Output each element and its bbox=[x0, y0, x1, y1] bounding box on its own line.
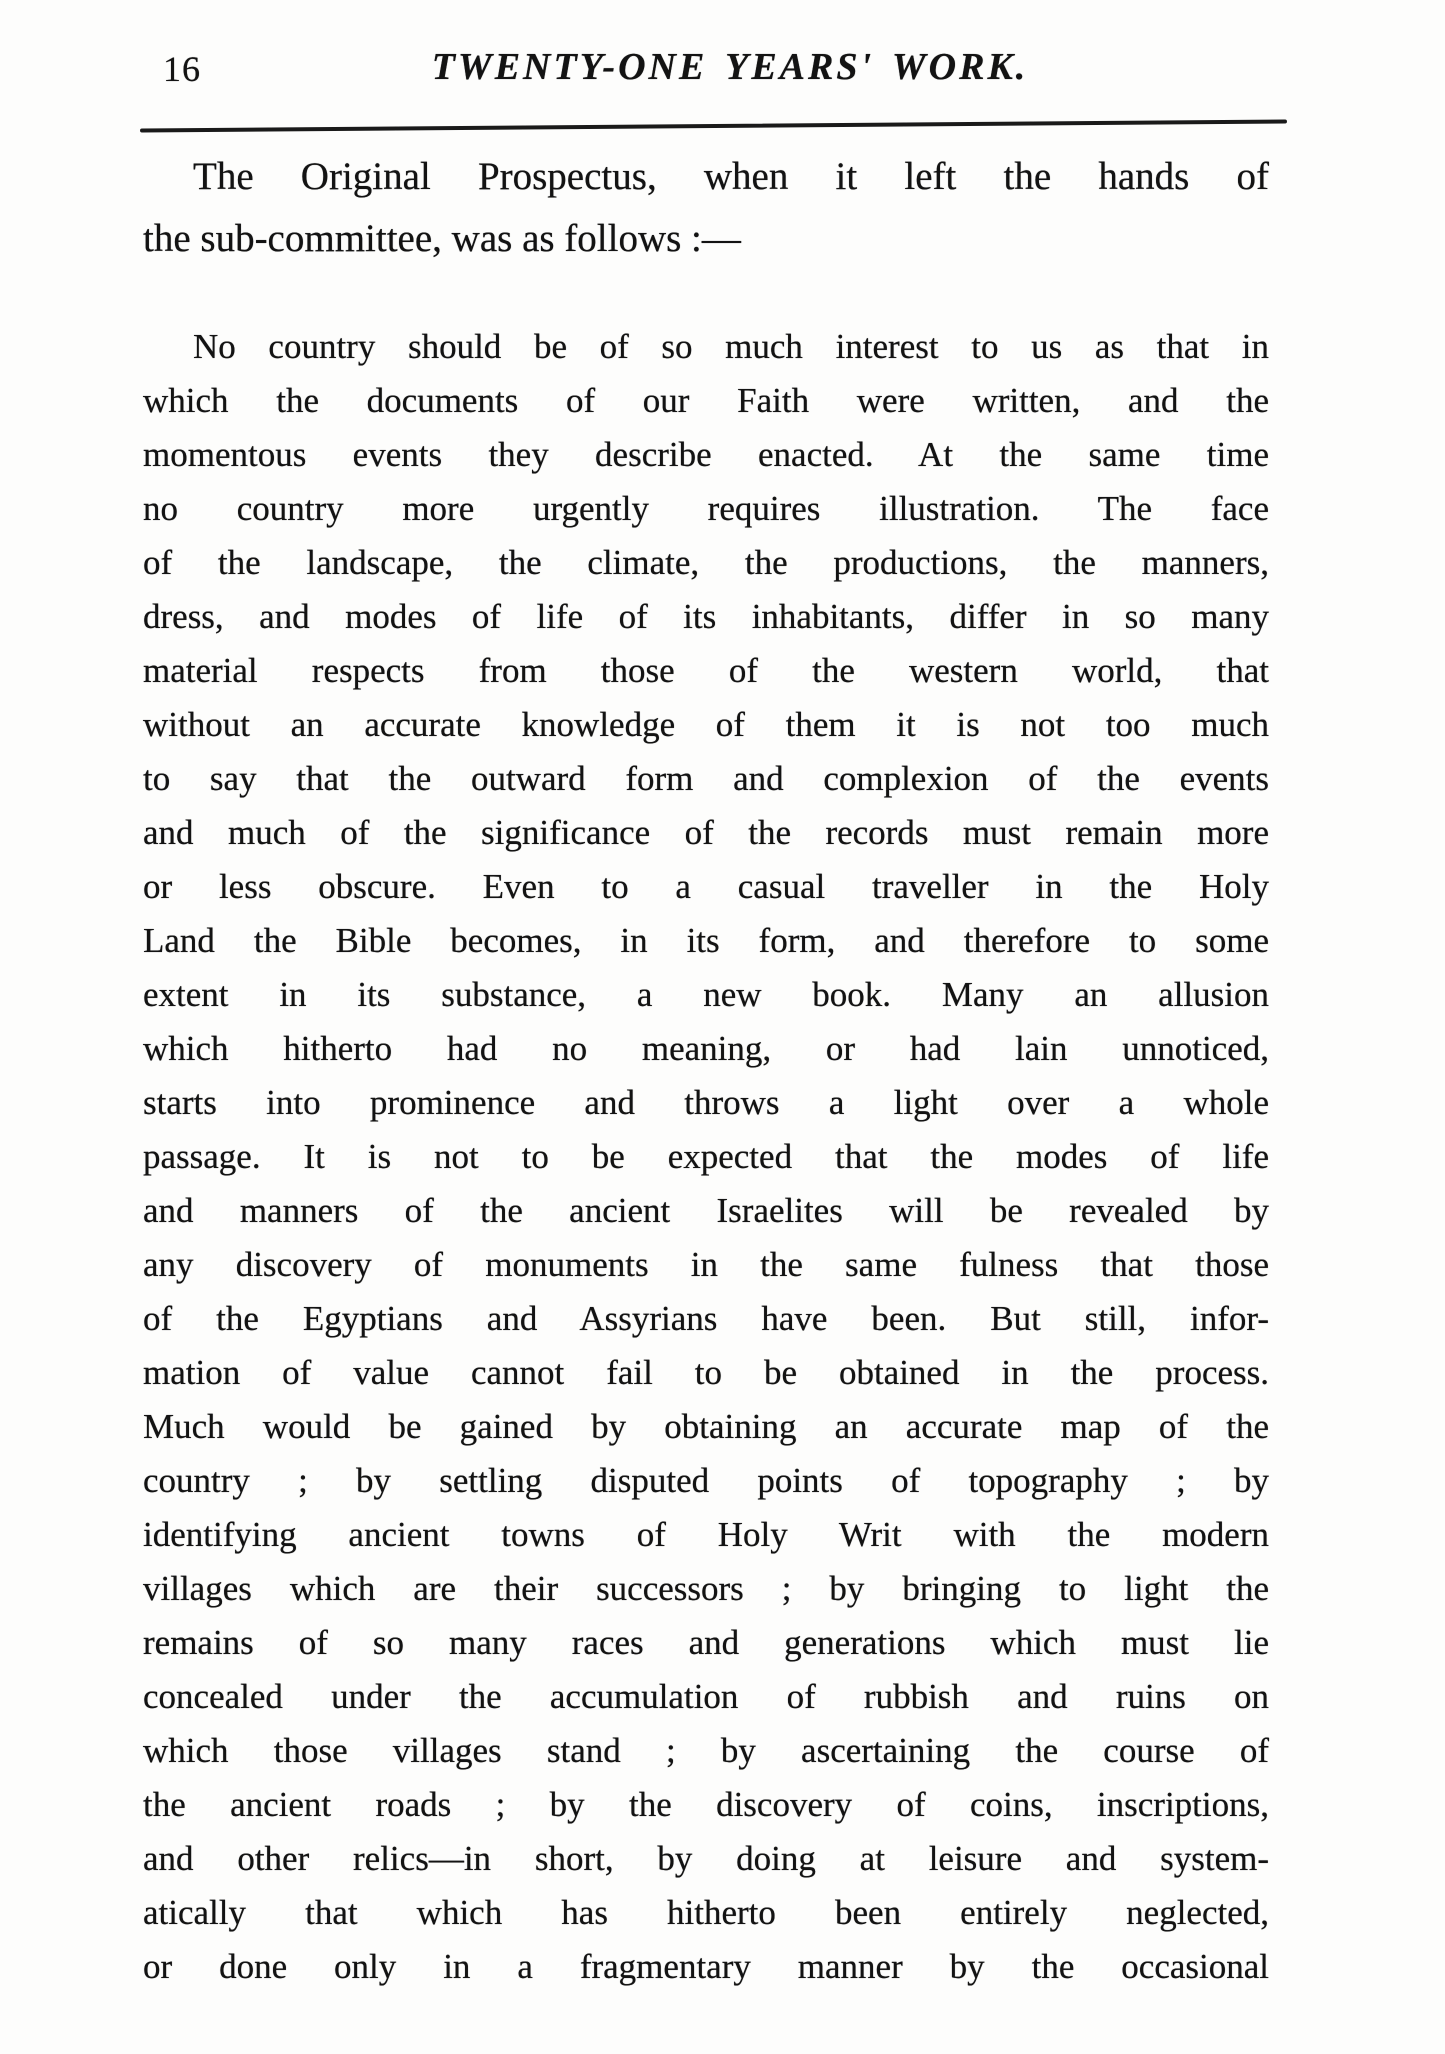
header-rule bbox=[140, 119, 1287, 132]
quote-line: No country should be of so much interest to us as that in bbox=[193, 327, 1269, 366]
quote-line: momentous events they describe enacted. At the same time bbox=[143, 435, 1269, 474]
quote-paragraph bbox=[143, 320, 1269, 1994]
quote-line: and manners of the ancient Israelites will be revealed by bbox=[143, 1191, 1269, 1230]
quote-line: passage. It is not to be expected that the modes of life bbox=[143, 1137, 1269, 1176]
quote-line: no country more urgently requires illustration. The face bbox=[143, 489, 1269, 528]
quote-line: starts into prominence and throws a light over a whole bbox=[143, 1083, 1269, 1122]
quote-line: and other relics—in short, by doing at leisure and system- bbox=[143, 1839, 1269, 1878]
quote-line: without an accurate knowledge of them it is not too much bbox=[143, 705, 1269, 744]
intro-paragraph bbox=[143, 146, 1269, 270]
quote-line: country ; by settling disputed points of topography ; by bbox=[143, 1461, 1269, 1500]
quote-line: and much of the significance of the records must remain more bbox=[143, 813, 1269, 852]
quote-line: identifying ancient towns of Holy Writ with the modern bbox=[143, 1515, 1269, 1554]
quote-line: remains of so many races and generations which must lie bbox=[143, 1623, 1269, 1662]
running-title: TWENTY-ONE YEARS' WORK. bbox=[431, 46, 1029, 88]
quote-line: any discovery of monuments in the same fulness that those bbox=[143, 1245, 1269, 1284]
page-number: 16 bbox=[163, 49, 201, 89]
quote-line: the ancient roads ; by the discovery of coins, inscriptions, bbox=[143, 1785, 1269, 1824]
quote-line: concealed under the accumulation of rubbish and ruins on bbox=[143, 1677, 1269, 1716]
quote-line: dress, and modes of life of its inhabitants, differ in so many bbox=[143, 597, 1269, 636]
quote-line: which hitherto had no meaning, or had lain unnoticed, bbox=[143, 1029, 1269, 1068]
intro-line: the sub-committee, was as follows :— bbox=[143, 217, 741, 260]
quote-line: to say that the outward form and complexion of the events bbox=[143, 759, 1269, 798]
quote-line: of the landscape, the climate, the productions, the manners, bbox=[143, 543, 1269, 582]
quote-line: material respects from those of the western world, that bbox=[143, 651, 1269, 690]
quote-line: mation of value cannot fail to be obtained in the process. bbox=[143, 1353, 1269, 1392]
quote-line: or less obscure. Even to a casual traveller in the Holy bbox=[143, 867, 1269, 906]
quote-line: Much would be gained by obtaining an accurate map of the bbox=[143, 1407, 1269, 1446]
quote-line: atically that which has hitherto been entirely neglected, bbox=[143, 1893, 1269, 1932]
quote-line: villages which are their successors ; by bringing to light the bbox=[143, 1569, 1269, 1608]
intro-line: The Original Prospectus, when it left the hands of bbox=[193, 155, 1269, 198]
quote-line: which those villages stand ; by ascertaining the course of bbox=[143, 1731, 1269, 1770]
quote-line: Land the Bible becomes, in its form, and therefore to some bbox=[143, 921, 1269, 960]
quote-line: extent in its substance, a new book. Many an allusion bbox=[143, 975, 1269, 1014]
quote-line: which the documents of our Faith were written, and the bbox=[143, 381, 1269, 420]
quote-line: of the Egyptians and Assyrians have been. But still, infor- bbox=[143, 1299, 1269, 1338]
quote-line: or done only in a fragmentary manner by the occasional bbox=[143, 1947, 1269, 1986]
